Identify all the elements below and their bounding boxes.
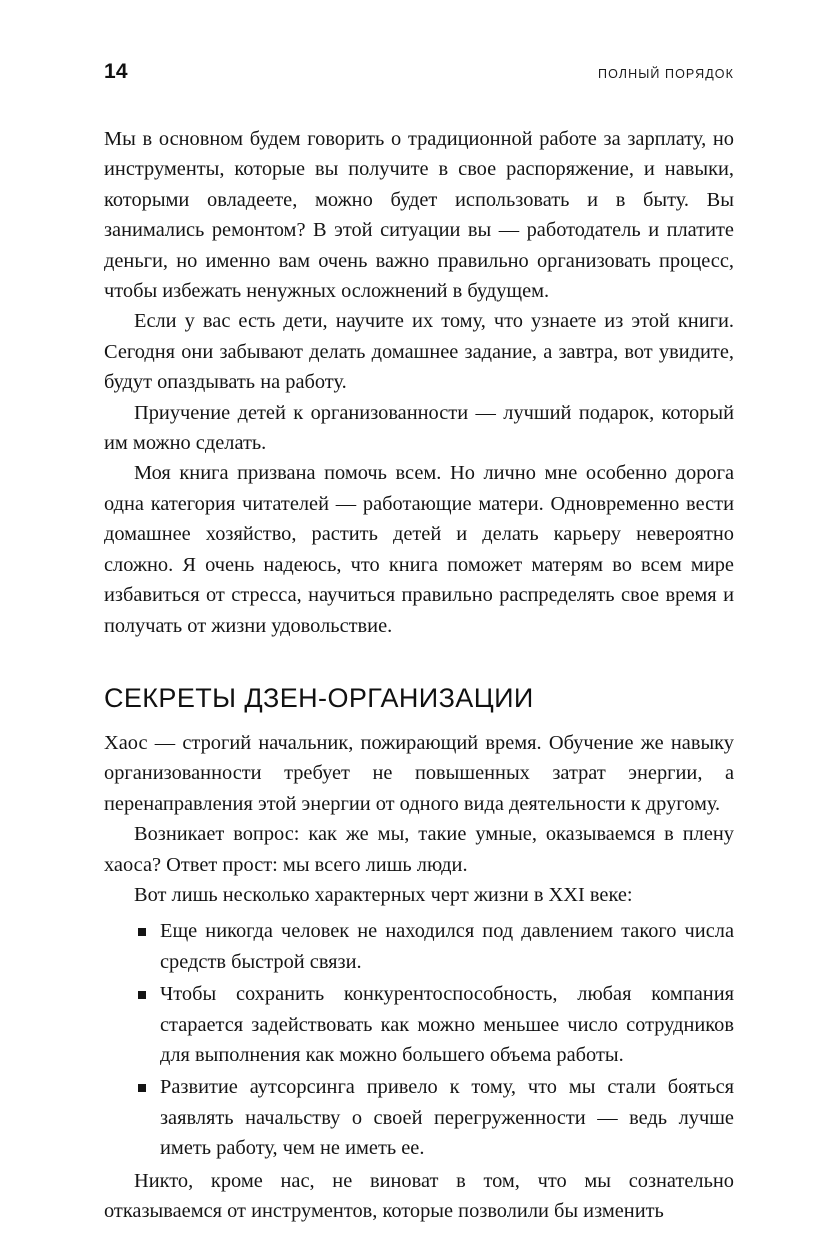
- square-bullet-icon: [138, 928, 146, 936]
- section-heading: СЕКРЕТЫ ДЗЕН-ОРГАНИЗАЦИИ: [104, 682, 534, 713]
- list-item-text: Еще никогда человек не находился под давлением такого числа средств быстрой связи.: [160, 920, 734, 973]
- paragraph-3: Приучение детей к организованности — лучший подарок, который им можно сделать.: [104, 401, 734, 455]
- square-bullet-icon: [138, 991, 146, 999]
- page-number: 14: [104, 60, 128, 83]
- paragraph-1: Мы в основном будем говорить о традиционной работе за зарплату, но инструменты, которые вы получите в свое распоряжение, и навыки, которыми овладеете, можно будет использовать и в быту. Вы занимались ремонтом? В этой ситуации вы — работодатель и платите деньги, но именно вам очень важно правильно организовать процесс, чтобы избежать ненужных осложнений в будущем.: [104, 128, 734, 303]
- paragraph-2: Если у вас есть дети, научите их тому, что узнаете из этой книги. Сегодня они забывают делать домашнее задание, а завтра, вот увидите, будут опаздывать на работу.: [104, 310, 734, 394]
- bullet-list: [104, 916, 734, 1163]
- list-item: [104, 916, 734, 977]
- running-title: ПОЛНЫЙ ПОРЯДОК: [598, 67, 734, 81]
- section-paragraph-3: Вот лишь несколько характерных черт жизни в XXI веке:: [134, 883, 633, 906]
- list-item: [104, 1072, 734, 1163]
- section-paragraph-1: Хаос — строгий начальник, пожирающий время. Обучение же навыку организованности требует не повышенных затрат энергии, а перенаправления этой энергии от одного вида деятельности к другому.: [104, 731, 734, 815]
- running-head: [104, 60, 734, 86]
- page-content: [104, 60, 734, 1226]
- list-item-text: Чтобы сохранить конкурентоспособность, любая компания старается задействовать как можно меньшее число сотрудников для выполнения как можно большего объема работы.: [160, 983, 734, 1066]
- square-bullet-icon: [138, 1084, 146, 1092]
- list-item: [104, 979, 734, 1070]
- section-paragraph-4: Никто, кроме нас, не виноват в том, что мы сознательно отказываемся от инструментов, которые позволили бы изменить: [104, 1169, 734, 1222]
- paragraph-4: Моя книга призвана помочь всем. Но лично мне особенно дорога одна категория читателей — работающие матери. Одновременно вести домашнее хозяйство, растить детей и делать карьеру невероятно сложно. Я очень надеюсь, что книга поможет матерям во всем мире избавиться от стресса, научиться правильно распределять свое время и получать от жизни удовольствие.: [104, 462, 734, 637]
- section-paragraph-2: Возникает вопрос: как же мы, такие умные, оказываемся в плену хаоса? Ответ прост: мы всего лишь люди.: [104, 823, 734, 876]
- list-item-text: Развитие аутсорсинга привело к тому, что мы стали бояться заявлять начальству о своей перегруженности — ведь лучше иметь работу, чем не иметь ее.: [160, 1076, 734, 1160]
